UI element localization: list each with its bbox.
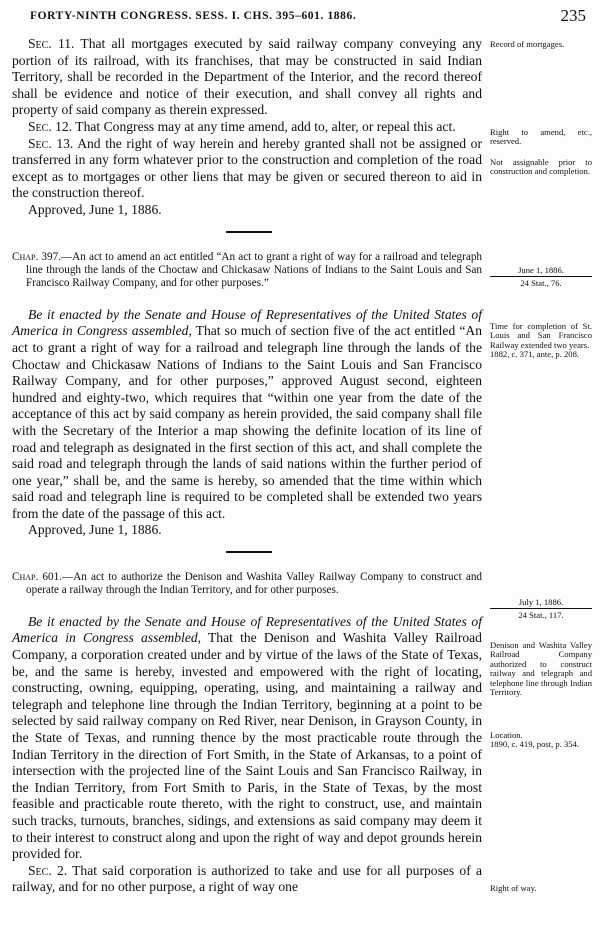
section-label: Sec. 13. bbox=[28, 135, 74, 151]
section-12 bbox=[12, 119, 482, 136]
section-11 bbox=[12, 36, 482, 119]
margin-note-location bbox=[490, 731, 592, 750]
extension-note: Time for completion of St. Louis and San Francisco Railway extended two years. bbox=[490, 321, 592, 350]
enacting-text: That so much of section five of the act entitled “An act to grant a right of way for a railroad and telegraph line through the lands of the Choctaw and Chickasaw Nations of Indians to the Saint Louis and San Francisco Railway Company, and for other purposes,” approved August second, eighteen hundred and eighty-two, which requires that “within one year from the date of the acceptance of this act by said company as herein provided, the said company shall file with the Secretary of the Interior a map showing the definite location of its line of road and telegraph as designated in the first section of this act, and shall complete the said road and telegraph through the lands of said nations within the further period of one year,” shall be, and the same is hereby, so amended that the time within which said road and telegraph line is required to be completed shall be extended two years from the date of the passage of this act. bbox=[12, 323, 482, 521]
page-header bbox=[12, 6, 588, 28]
main-text bbox=[12, 36, 482, 896]
chapter-label: Chap. 397. bbox=[12, 250, 61, 263]
stat-citation: 24 Stat., 117. bbox=[518, 610, 564, 621]
section-text: That said corporation is authorized to take and use for all purposes of a railway, and for no other purpose, a right of way one bbox=[12, 862, 482, 895]
enactment-date: June 1, 1886. bbox=[490, 266, 592, 277]
enactment-date: July 1, 1886. bbox=[490, 598, 592, 609]
margin-note-amend: Right to amend, etc., reserved. bbox=[490, 127, 592, 147]
margin-note-denison: Denison and Washita Valley Railroad Company authorized to construct railway and telegraph and telephone line through Indian Territory. bbox=[490, 640, 592, 698]
margin-note-assign: Not assignable prior to construction and completion. bbox=[490, 157, 592, 177]
chapter-601-heading bbox=[12, 571, 482, 598]
margin-date-397 bbox=[490, 266, 592, 289]
chapter-title: —An act to authorize the Denison and Washita Valley Railway Company to construct and operate a railway through the Indian Territory, and for other purposes. bbox=[26, 571, 483, 597]
margin-note-record: Record of mortgages. bbox=[490, 39, 565, 49]
approval-line: Approved, June 1, 1886. bbox=[28, 522, 162, 538]
section-text: That all mortgages executed by said railway company conveying any portion of its railroad, with its franchises, that may be constructed in said Indian Territory, shall be recorded in the Department of the Interior, and the record thereof shall be evidence and notice of their execution, and shall convey all rights and property of said company as therein expressed. bbox=[12, 36, 483, 118]
enacting-text: That the Denison and Washita Valley Railroad Company, a corporation created under and by virtue of the laws of the State of Texas, be, and the same is hereby, invested and empowered with the right of locating, constructing, owning, equipping, operating, using, and maintaining a railway and telegraph and telephone line through the Indian Territory, beginning at a point to be selected by said railway company on Red River, near Denison, in Grayson County, in the State of Texas, and running thence by the most practicable route through the Indian Territory in the direction of Fort Smith, in the State of Arkansas, to a point of intersection with the projected line of the Saint Louis and San Francisco Railway, in the Indian Territory, from Fort Smith to Paris, in the State of Texas, by the most feasible and practicable route thereto, with the right to construct, use, and maintain such tracks, turnouts, branches, sidings, and extensions as said company may deem it to their interest to construct along and upon the right of way and depot grounds herein provided for. bbox=[12, 630, 482, 862]
enacting-clause-601 bbox=[12, 614, 482, 863]
chapter-label: Chap. 601. bbox=[12, 571, 63, 584]
enacting-formula: Be it enacted by the Senate and House of Representatives of the United States of America in Congress assembled, bbox=[12, 613, 482, 646]
section-13 bbox=[12, 136, 482, 202]
enacting-clause-397 bbox=[12, 307, 482, 523]
chapter-397-heading bbox=[12, 251, 482, 291]
approval-line: Approved, June 1, 1886. bbox=[28, 201, 162, 217]
running-head: FORTY-NINTH CONGRESS. SESS. I. CHS. 395–601. 1886. bbox=[30, 10, 357, 22]
enacting-formula: Be it enacted by the Senate and House of Representatives of the United States of America in Congress assembled, bbox=[12, 306, 482, 339]
location-note: Location. bbox=[490, 730, 523, 740]
cross-reference: 1882, c. 371, ante, p. 208. bbox=[490, 349, 580, 360]
margin-note-extend bbox=[490, 322, 592, 360]
margin-note-right-of-way: Right of way. bbox=[490, 883, 537, 893]
divider-rule bbox=[226, 231, 272, 233]
chapter-title: —An act to amend an act entitled “An act to grant a right of way for a railroad and telegraph line through the lands of the Choctaw and Chickasaw Nations of Indians to the Saint Louis and San Francisco Railway Company, and for other purposes.” bbox=[26, 250, 483, 290]
stat-citation: 24 Stat., 76. bbox=[520, 278, 562, 289]
divider-rule bbox=[226, 551, 272, 553]
section-label: Sec. 2. bbox=[28, 862, 68, 878]
margin-date-601 bbox=[490, 598, 592, 621]
cross-reference: 1890, c. 419, post, p. 354. bbox=[490, 739, 580, 750]
section-text: And the right of way herein and hereby granted shall not be assigned or transferred in any form whatever prior to the construction and completion of the road except as to mortgages or other liens that may be given or secured thereon to aid in the construction thereof. bbox=[12, 135, 483, 201]
section-label: Sec. 11. bbox=[28, 36, 75, 51]
page-number: 235 bbox=[560, 6, 586, 25]
section-2 bbox=[12, 863, 482, 896]
section-text: That Congress may at any time amend, add to, alter, or repeal this act. bbox=[72, 118, 456, 134]
section-label: Sec. 12. bbox=[28, 118, 73, 134]
